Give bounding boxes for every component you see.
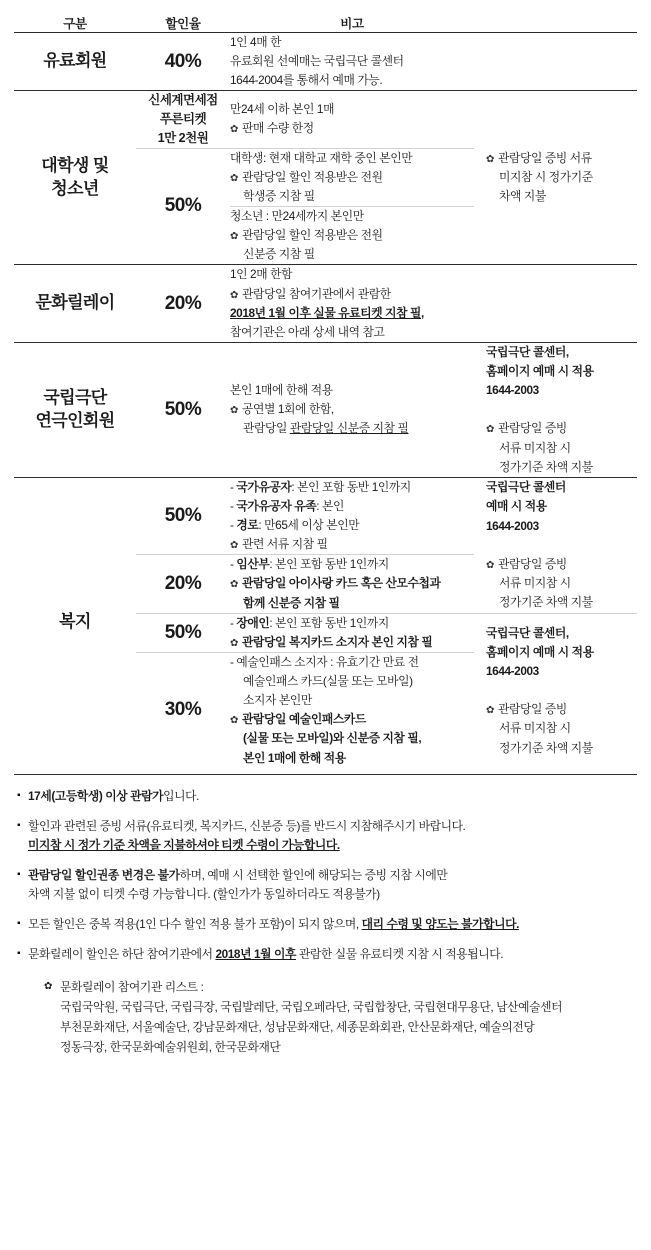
note-line: 서류 미지참 시	[499, 440, 571, 455]
note-line: 공연별 1회에 한함,	[242, 402, 334, 417]
flower-icon: ✿	[486, 424, 494, 436]
row-rate-theatre-member: 50%	[164, 398, 202, 420]
row-extra-theatre-member	[474, 342, 637, 477]
note-line: 판매 수량 한정	[242, 121, 314, 136]
note-line: 정가기준 차액 지불	[499, 595, 593, 610]
footnote-item	[14, 915, 637, 934]
table-row	[14, 91, 637, 148]
flower-icon: ✿	[230, 579, 238, 591]
note-line: 관람당일 아이사랑 카드 혹은 산모수첩과	[242, 576, 441, 591]
relay-participants-text	[60, 978, 562, 1057]
note-line: 대학생: 현재 대학교 재학 중인 본인만	[230, 150, 413, 165]
row-category-culture-relay: 문화릴레이	[35, 293, 115, 313]
footnote-item	[14, 817, 637, 855]
note-line: - 장애인: 본인 포함 동반 1인까지	[230, 615, 389, 630]
note-line: 서류 미지참 시	[499, 575, 571, 590]
item-label: 임산부	[236, 557, 270, 572]
note-line: 청소년 : 만24세까지 본인만	[230, 208, 364, 223]
note-line: 관련 서류 지참 필	[242, 537, 328, 552]
row-note-student-university	[230, 148, 474, 206]
note-line: - 예술인패스 소지자 : 유효기간 만료 전	[230, 654, 419, 669]
flower-icon: ✿	[230, 172, 238, 184]
relay-participants-block	[14, 978, 637, 1057]
relay-line: 정동극장, 한국문화예술위원회, 한국문화재단	[60, 1039, 281, 1054]
note-line: 정가기준 차액 지불	[499, 740, 593, 755]
footnote-item	[14, 866, 637, 904]
row-note-culture-relay	[230, 265, 474, 343]
row-rate-culture-relay: 20%	[164, 292, 202, 314]
note-line: 서류 미지참 시	[499, 721, 571, 736]
header-note: 비고	[230, 14, 474, 33]
bullet-icon: ▪	[17, 789, 21, 801]
row-note-theatre-member	[230, 342, 474, 477]
footnote-tail: 하며, 예매 시 선택한 할인에 해당되는 증빙 지참 시에만	[179, 868, 448, 883]
row-rate-paid-member: 40%	[164, 50, 202, 72]
row-extra-student	[474, 91, 637, 265]
footnote-line: 할인과 관련된 증빙 서류(유료티켓, 복지카드, 신분증 등)를 반드시 지참해주시기 바랍니다.	[28, 818, 466, 833]
footnote-tail: 관람한 실물 유료티켓 지참 시 적용됩니다.	[296, 947, 504, 962]
discount-table	[14, 14, 637, 768]
note-line: 유료회원 선예매는 국립극단 콜센터	[230, 54, 404, 69]
header-rate: 할인율	[136, 14, 230, 33]
row-rate-welfare-artpass: 30%	[136, 652, 230, 767]
rate-line: 1만 2천원	[157, 130, 209, 145]
row-category-welfare: 복지	[59, 612, 91, 632]
row-rate-welfare-veteran: 50%	[164, 505, 202, 526]
footnotes	[14, 774, 637, 1058]
footnote-item	[14, 787, 637, 806]
note-line: 학생증 지참 필	[243, 188, 315, 203]
footnote-emphasis: 2018년 1월 이후	[215, 947, 296, 962]
row-extra-culture-relay	[474, 265, 637, 343]
flower-icon: ✿	[230, 231, 238, 243]
note-line: - 국가유공자 유족: 본인	[230, 498, 345, 513]
bullet-icon: ▪	[17, 948, 21, 960]
header-category: 구분	[14, 14, 136, 33]
note-line: - 임산부: 본인 포함 동반 1인까지	[230, 557, 389, 572]
flower-icon: ✿	[230, 289, 238, 301]
row-extra-paid-member	[474, 33, 637, 91]
row-note-student-blueticket	[230, 91, 474, 148]
note-line: 홈페이지 예매 시 적용	[486, 644, 594, 659]
row-note-welfare-artpass	[230, 652, 474, 767]
row-rate-student-blueticket	[136, 91, 230, 148]
note-line: 1644-2003	[486, 383, 539, 398]
row-note-welfare-disabled	[230, 613, 474, 652]
row-rate-welfare-disabled: 50%	[136, 613, 230, 652]
item-label: 경로	[236, 517, 259, 532]
note-line: 1인 4매 한	[230, 35, 282, 49]
header-extra	[474, 14, 637, 33]
footnote-emphasis: 관람당일 할인권종 변경은 불가	[28, 868, 180, 883]
note-line: 관람당일 관람당일 신분증 지참 필	[243, 421, 409, 436]
note-line: (실물 또는 모바일)와 신분증 지참 필,	[243, 731, 422, 746]
item-label: 국가유공자	[236, 479, 292, 494]
row-note-paid-member	[230, 33, 474, 91]
table-header-row	[14, 14, 637, 33]
table-row	[14, 265, 637, 343]
table-row	[14, 342, 637, 477]
footnote-item	[14, 945, 637, 964]
footnote-line: 차액 지불 없이 티켓 수령 가능합니다. (할인가가 동일하더라도 적용불가)	[28, 887, 380, 902]
row-note-welfare-pregnant	[230, 555, 474, 613]
rate-line: 푸른티켓	[159, 112, 207, 127]
footnote-emphasis: 미지참 시 정가 기준 차액을 지불하셔야 티켓 수령이 가능합니다.	[28, 837, 340, 852]
bullet-icon: ▪	[17, 869, 21, 881]
bullet-icon: ▪	[17, 918, 21, 930]
flower-icon: ✿	[230, 124, 238, 136]
note-line: 국립극단 콜센터,	[486, 625, 569, 640]
footnote-text	[28, 866, 447, 904]
note-line: 관람당일 증빙 서류	[498, 151, 592, 166]
note-line: 관람당일 예술인패스카드	[242, 712, 366, 727]
flower-icon: ✿	[230, 405, 238, 417]
row-extra-welfare-a	[474, 477, 637, 613]
footnote-text	[28, 787, 199, 806]
note-line: 1644-2003	[486, 518, 539, 533]
note-line: 1644-2003	[486, 663, 539, 678]
note-line: 관람당일 복지카드 소지자 본인 지참 필	[242, 634, 433, 649]
note-line: 예술인패스 카드(실물 또는 모바일)	[243, 674, 413, 689]
note-line: 만24세 이하 본인 1매	[230, 102, 335, 117]
rate-line: 신세계면세점	[148, 93, 218, 108]
flower-icon: ✿	[230, 637, 238, 649]
footnote-text	[28, 817, 465, 855]
flower-icon: ✿	[486, 559, 494, 571]
note-line: 홈페이지 예매 시 적용	[486, 364, 594, 379]
note-line: 1644-2004를 통해서 예매 가능.	[230, 73, 383, 88]
row-category-theatre-member: 국립극단 연극인회원	[35, 387, 115, 430]
item-label: 국가유공자 유족	[236, 498, 317, 513]
note-line: 국립극단 콜센터	[486, 480, 566, 495]
note-line: 미지참 시 정가기준	[499, 170, 593, 185]
footnote-text	[28, 945, 503, 964]
note-line: - 국가유공자: 본인 포함 동반 1인까지	[230, 479, 411, 494]
footnote-line: 문화릴레이 할인은 하단 참여기관에서	[28, 947, 216, 962]
note-line: 관람당일 증빙	[498, 556, 567, 571]
item-label: 장애인	[236, 615, 270, 630]
table-row	[14, 477, 637, 555]
note-line: 관람당일 참여기관에서 관람한	[242, 286, 391, 301]
flower-icon: ✿	[230, 540, 238, 552]
flower-icon: ✿	[486, 154, 494, 166]
note-line: 함께 신분증 지참 필	[243, 595, 340, 610]
row-rate-student-50: 50%	[136, 148, 230, 265]
footnote-text	[28, 915, 519, 934]
note-line: 1인 2매 한함	[230, 267, 293, 282]
note-line: 본인 1매에 한해 적용	[230, 383, 333, 398]
relay-title: 문화릴레이 참여기관 리스트 :	[60, 980, 204, 995]
note-line-emphasis: 2018년 1월 이후 실물 유료티켓 지참 필,	[230, 305, 424, 320]
flower-icon: ✿	[230, 715, 238, 727]
note-line: 관람당일 증빙	[498, 421, 567, 436]
note-line: 정가기준 차액 지불	[499, 459, 593, 474]
note-line: 신분증 지참 필	[243, 247, 315, 262]
note-line: 참여기관은 아래 상세 내역 참고	[230, 324, 385, 339]
bullet-icon: ▪	[17, 819, 21, 831]
note-line: 차액 지불	[499, 189, 546, 204]
row-note-student-youth	[230, 206, 474, 264]
flower-icon: ✿	[44, 981, 53, 993]
flower-icon: ✿	[486, 705, 494, 717]
footnote-emphasis: 17세(고등학생) 이상 관람가	[28, 788, 164, 803]
table-row	[14, 33, 637, 91]
note-line: 관람당일 할인 적용받은 전원	[242, 169, 383, 184]
note-line: 관람당일 할인 적용받은 전원	[242, 228, 383, 243]
row-category-paid-member: 유료회원	[43, 51, 107, 71]
row-note-welfare-veteran	[230, 477, 474, 555]
note-line: 본인 1매에 한해 적용	[243, 750, 346, 765]
relay-line: 국립국악원, 국립극단, 국립극장, 국립발레단, 국립오페라단, 국립합창단, 국립현대무용단, 남산예술센터	[60, 1000, 563, 1015]
note-line: 소지자 본인만	[243, 693, 312, 708]
note-line: 관람당일 증빙	[498, 702, 567, 717]
footnote-emphasis: 대리 수령 및 양도는 불가합니다.	[361, 917, 519, 932]
row-rate-welfare-pregnant: 20%	[136, 555, 230, 613]
note-underline: 관람당일 신분증 지참 필	[289, 421, 409, 436]
relay-line: 부천문화재단, 서울예술단, 강남문화재단, 성남문화재단, 세종문화회관, 안산문화재단, 예술의전당	[60, 1020, 535, 1035]
footnote-line: 모든 할인은 중복 적용(1인 다수 할인 적용 불가 포함)이 되지 않으며,	[28, 917, 362, 932]
note-line: 예매 시 적용	[486, 499, 547, 514]
note-line: 국립극단 콜센터,	[486, 344, 569, 359]
footnote-tail: 입니다.	[163, 788, 199, 803]
row-extra-welfare-b	[474, 613, 637, 768]
row-category-student: 대학생 및 청소년	[41, 155, 109, 198]
note-line: - 경로: 만65세 이상 본인만	[230, 517, 360, 532]
